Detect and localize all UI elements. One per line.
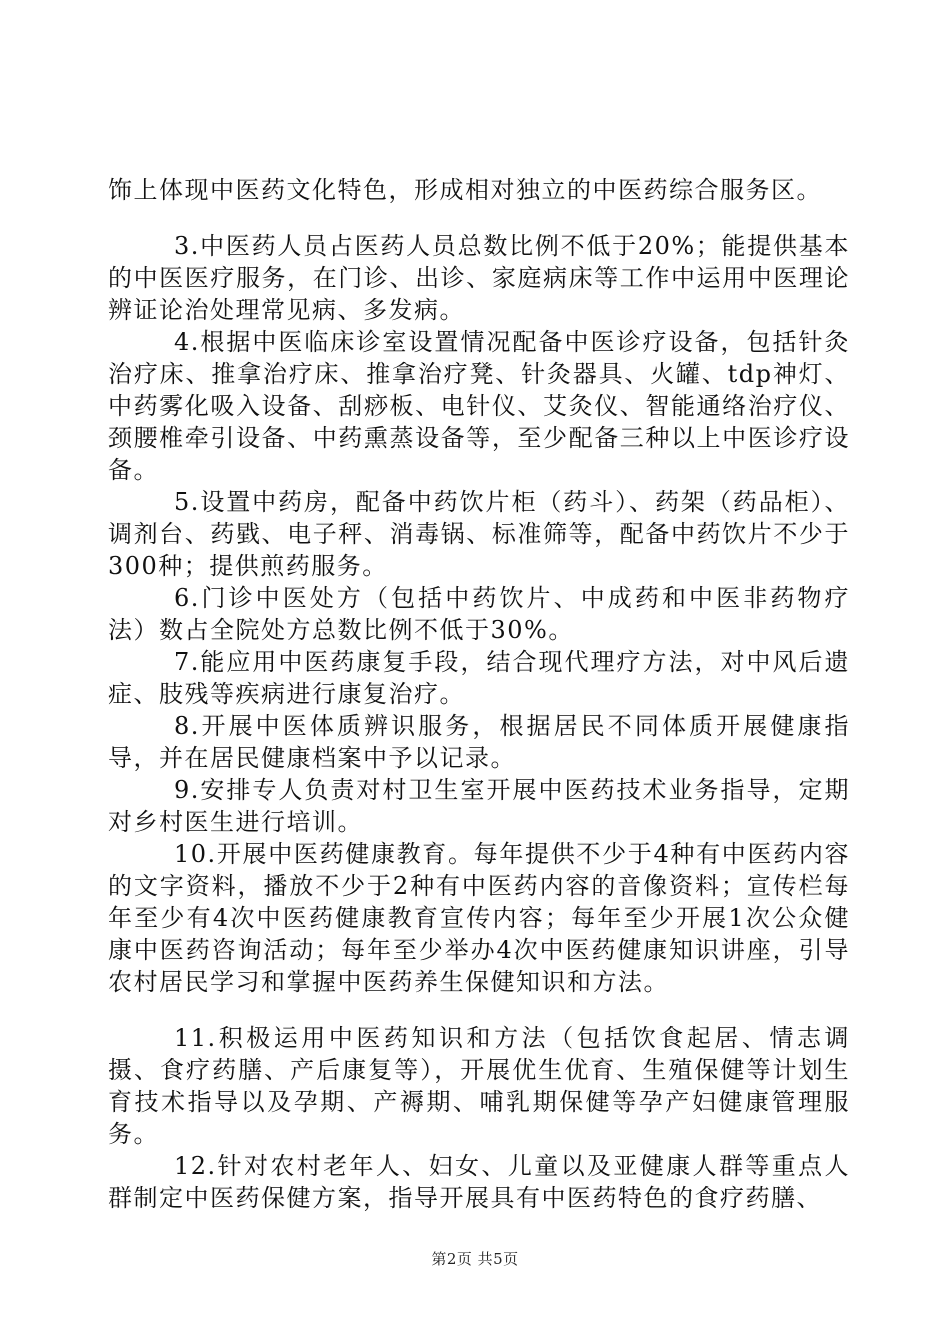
document-body (108, 174, 850, 1214)
paragraph-item-10: 10.开展中医药健康教育。每年提供不少于4种有中医药内容的文字资料，播放不少于2种有中医药内容的音像资料；宣传栏每年至少有4次中医药健康教育宣传内容；每年至少开展1次公众健康中医药咨询活动；每年至少举办4次中医药健康知识讲座，引导农村居民学习和掌握中医药养生保健知识和方法。 (108, 840, 850, 996)
paragraph-continuation: 饰上体现中医药文化特色，形成相对独立的中医药综合服务区。 (108, 176, 822, 204)
paragraph-item-8: 8.开展中医体质辨识服务，根据居民不同体质开展健康指导，并在居民健康档案中予以记录。 (108, 712, 850, 772)
paragraph-item-6: 6.门诊中医处方（包括中药饮片、中成药和中医非药物疗法）数占全院处方总数比例不低于30%。 (108, 584, 850, 644)
paragraph-item-4: 4.根据中医临床诊室设置情况配备中医诊疗设备，包括针灸治疗床、推拿治疗床、推拿治疗凳、针灸器具、火罐、tdp神灯、中药雾化吸入设备、刮痧板、电针仪、艾灸仪、智能通络治疗仪、颈腰椎牵引设备、中药熏蒸设备等，至少配备三种以上中医诊疗设备。 (108, 328, 850, 484)
paragraph-item-3: 3.中医药人员占医药人员总数比例不低于20%；能提供基本的中医医疗服务，在门诊、出诊、家庭病床等工作中运用中医理论辨证论治处理常见病、多发病。 (108, 232, 850, 324)
paragraph-item-7: 7.能应用中医药康复手段，结合现代理疗方法，对中风后遗症、肢残等疾病进行康复治疗。 (108, 648, 850, 708)
paragraph-item-5: 5.设置中药房，配备中药饮片柜（药斗）、药架（药品柜）、调剂台、药戥、电子秤、消毒锅、标准筛等，配备中药饮片不少于300种；提供煎药服务。 (108, 488, 850, 580)
paragraph-item-11: 11.积极运用中医药知识和方法（包括饮食起居、情志调摄、食疗药膳、产后康复等），开展优生优育、生殖保健等计划生育技术指导以及孕期、产褥期、哺乳期保健等孕产妇健康管理服务。 (108, 1024, 850, 1148)
paragraph-item-12: 12.针对农村老年人、妇女、儿童以及亚健康人群等重点人群制定中医药保健方案，指导开展具有中医药特色的食疗药膳、 (108, 1152, 850, 1212)
page-footer: 第2页 共5页 (431, 1250, 519, 1268)
paragraph-item-9: 9.安排专人负责对村卫生室开展中医药技术业务指导，定期对乡村医生进行培训。 (108, 776, 850, 836)
